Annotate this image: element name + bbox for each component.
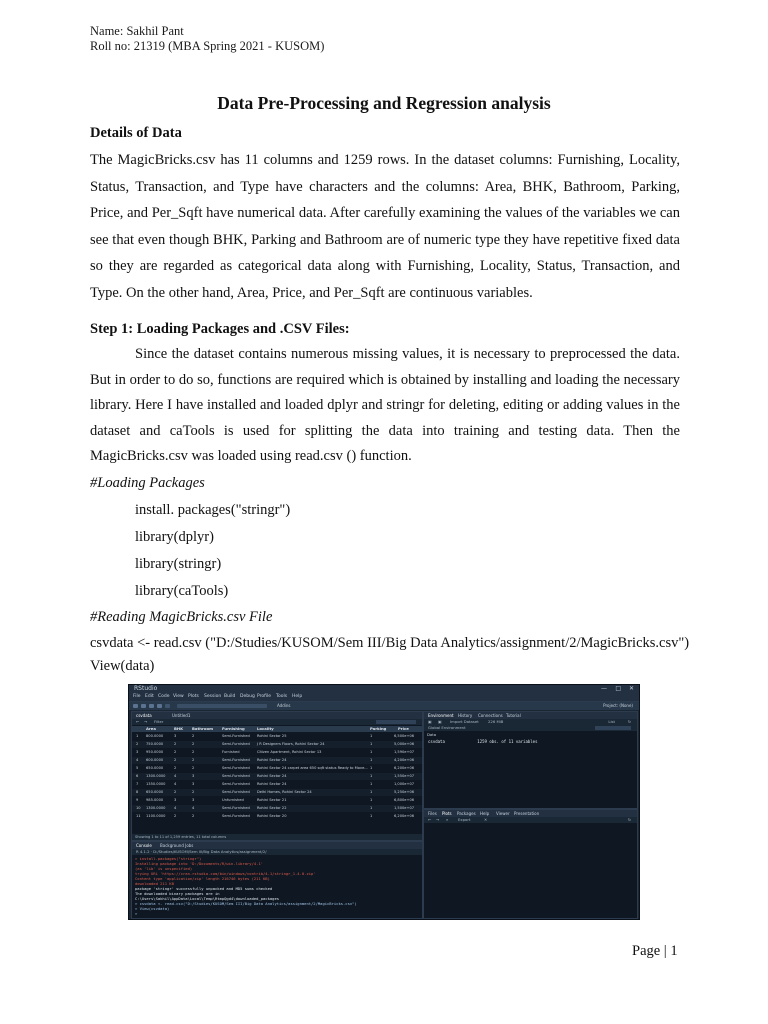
table-row[interactable] bbox=[132, 773, 422, 780]
author-name: Name: Sakhil Pant bbox=[90, 24, 184, 38]
console-line: downloaded 211 KB bbox=[135, 881, 174, 886]
menu-edit[interactable]: Edit bbox=[145, 694, 154, 699]
code-line-read-csv: csvdata <- read.csv ("D:/Studies/KUSOM/Sem III/Big Data Analytics/assignment/2/MagicBricks.csv") bbox=[90, 635, 690, 651]
env-object-name[interactable]: csvdata bbox=[428, 739, 445, 744]
list-view-select[interactable]: List bbox=[608, 719, 615, 724]
roll-number: Roll no: 21319 (MBA Spring 2021 - KUSOM) bbox=[90, 39, 325, 53]
table-cell: Rohini Sector 24 bbox=[257, 758, 287, 762]
open-project-icon[interactable] bbox=[141, 704, 146, 708]
table-cell: Rohini Sector 24 bbox=[257, 774, 287, 778]
table-cell: 1 bbox=[370, 766, 373, 770]
table-cell: Citizen Apartment, Rohini Sector 13 bbox=[257, 750, 322, 754]
table-cell: 1300.0000 bbox=[146, 774, 166, 778]
details-text: The MagicBricks.csv has 11 columns and 1259 rows. In the dataset columns: Furnishing, Locality, Status, Transaction, and Type have characters and the columns: Area, BHK, Bathroom, Parking, Price, and Per_Sqft have numerical data. After carefully examining the values of the variables we can see that even though BHK, Parking and Bathroom are of numeric type they have repetitive fixed data so they are regarded as categorical data along with Furnishing, Locality, Status, Transaction, and Type. On the other hand, Area, Price, and Per_Sqft are continuous variables. bbox=[90, 152, 680, 301]
menu-help[interactable]: Help bbox=[292, 694, 303, 699]
tab-packages[interactable]: Packages bbox=[457, 811, 476, 816]
code-line-catools: library(caTools) bbox=[135, 583, 229, 599]
step1-text: Since the dataset contains numerous missing values, it is necessary to preprocessed the data. But in order to do so, functions are required which is obtained by installing and loading the necessary library. Here I have installed and loaded dplyr and stringr for deleting, editing or adding values in the dataset and caTools is used for splitting the data into training and testing data. Then the MagicBricks.csv was loaded using read.csv () function. bbox=[90, 346, 680, 465]
menu-debug[interactable]: Debug bbox=[240, 694, 255, 699]
table-cell: 750.0000 bbox=[146, 742, 164, 746]
table-cell: 1 bbox=[370, 782, 373, 786]
environment-scope-bar bbox=[424, 725, 637, 731]
console-line: > install.packages("stringr") bbox=[135, 856, 202, 861]
table-cell: 2 bbox=[192, 742, 195, 746]
new-file-icon[interactable] bbox=[133, 704, 138, 708]
table-cell: 800.0000 bbox=[146, 734, 164, 738]
table-cell: Semi-Furnished bbox=[222, 790, 250, 794]
viewer-search-input[interactable] bbox=[376, 720, 416, 724]
console-line: > bbox=[135, 911, 138, 916]
rstudio-titlebar bbox=[129, 685, 639, 693]
console-pane bbox=[131, 841, 423, 919]
document-title: Data Pre-Processing and Regression analysis bbox=[217, 93, 551, 113]
table-cell: 1 bbox=[370, 758, 373, 762]
save-icon[interactable] bbox=[149, 704, 154, 708]
code-line-stringr: library(stringr) bbox=[135, 556, 222, 572]
console-line: C:\Users\Sakhil\AppData\Local\Temp\RtmpQgd4\downloaded_packages bbox=[135, 896, 280, 901]
forward-icon[interactable]: → bbox=[144, 719, 148, 724]
row-number: 11 bbox=[136, 814, 141, 818]
table-cell: 2 bbox=[174, 766, 177, 770]
table-cell: Semi-Furnished bbox=[222, 806, 250, 810]
details-heading: Details of Data bbox=[90, 125, 182, 141]
tab-presentation[interactable]: Presentation bbox=[514, 811, 540, 816]
table-cell: 4,200e+06 bbox=[394, 758, 415, 762]
table-cell: Semi-Furnished bbox=[222, 758, 250, 762]
tab-tutorial[interactable]: Tutorial bbox=[506, 713, 521, 718]
menu-build[interactable]: Build bbox=[224, 694, 236, 699]
memory-usage: 226 MiB bbox=[488, 719, 504, 724]
table-cell: Furnished bbox=[222, 750, 240, 754]
details-paragraph bbox=[90, 147, 680, 307]
menu-profile[interactable]: Profile bbox=[257, 694, 271, 699]
menu-plots[interactable]: Plots bbox=[188, 694, 199, 699]
table-cell: 3 bbox=[192, 774, 195, 778]
minimize-icon[interactable]: — bbox=[601, 685, 607, 692]
col-price[interactable]: Price bbox=[398, 726, 409, 731]
col-bathroom[interactable]: Bathroom bbox=[192, 726, 214, 731]
table-cell: Rohini Sector 22 bbox=[257, 806, 287, 810]
tab-csvdata[interactable]: csvdata bbox=[136, 713, 152, 718]
menu-tools[interactable]: Tools bbox=[276, 694, 288, 699]
data-viewer-pane bbox=[131, 711, 423, 841]
table-cell: 950.0000 bbox=[146, 750, 164, 754]
row-number: 1 bbox=[136, 734, 139, 738]
table-cell: 3 bbox=[192, 782, 195, 786]
table-cell: 2 bbox=[192, 790, 195, 794]
table-cell: 1 bbox=[370, 742, 373, 746]
rstudio-menubar bbox=[129, 693, 639, 702]
rstudio-screenshot bbox=[128, 684, 640, 920]
global-environment-select[interactable]: Global Environment bbox=[428, 725, 466, 730]
table-cell: 3 bbox=[192, 798, 195, 802]
table-row[interactable] bbox=[132, 805, 422, 812]
tab-background-jobs[interactable]: Background Jobs bbox=[160, 843, 194, 848]
tab-environment[interactable]: Environment bbox=[428, 713, 454, 718]
table-cell: 2 bbox=[192, 734, 195, 738]
table-cell: Unfurnished bbox=[222, 798, 244, 802]
zoom-icon[interactable]: ⌕ bbox=[446, 817, 449, 822]
table-cell: 1 bbox=[370, 798, 373, 802]
console-path-bar bbox=[132, 849, 422, 855]
row-number: 8 bbox=[136, 790, 139, 794]
table-cell: 650.0000 bbox=[146, 766, 164, 770]
files-tabs bbox=[424, 810, 637, 817]
table-cell: 2 bbox=[192, 758, 195, 762]
step1-paragraph bbox=[90, 342, 680, 470]
col-area[interactable]: Area bbox=[146, 726, 156, 731]
tab-console[interactable]: Console bbox=[136, 843, 152, 848]
table-cell: 2 bbox=[174, 814, 177, 818]
console-line: The downloaded binary packages are in bbox=[135, 891, 220, 896]
viewer-tabs bbox=[132, 712, 422, 719]
table-cell: 1 bbox=[370, 814, 373, 818]
code-line-dplyr: library(dplyr) bbox=[135, 529, 214, 545]
table-cell: 6,800e+06 bbox=[394, 798, 415, 802]
menu-code[interactable]: Code bbox=[158, 694, 170, 699]
col-furnishing[interactable]: Furnishing bbox=[222, 726, 245, 731]
table-cell: 6,500e+06 bbox=[394, 734, 415, 738]
maximize-icon[interactable]: □ bbox=[615, 685, 621, 692]
viewer-status: Showing 1 to 11 of 1,259 entries, 11 total columns bbox=[132, 834, 422, 840]
import-dataset-button[interactable]: Import Dataset bbox=[450, 719, 479, 724]
table-cell: 4 bbox=[174, 806, 177, 810]
menu-file[interactable]: File bbox=[133, 694, 141, 699]
page-number: Page | 1 bbox=[632, 943, 678, 959]
col-locality[interactable]: Locality bbox=[257, 726, 274, 731]
tab-untitled1[interactable]: Untitled1 bbox=[172, 713, 191, 718]
table-cell: 1,590e+07 bbox=[394, 750, 415, 754]
table-cell: 4 bbox=[174, 774, 177, 778]
table-row[interactable] bbox=[132, 741, 422, 748]
save-workspace-icon[interactable]: ▣ bbox=[438, 719, 442, 724]
tab-plots[interactable]: Plots bbox=[442, 811, 452, 816]
table-row[interactable] bbox=[132, 765, 422, 772]
table-cell: 2 bbox=[174, 758, 177, 762]
table-row[interactable] bbox=[132, 733, 422, 740]
table-cell: Semi-Furnished bbox=[222, 774, 250, 778]
environment-search-input[interactable] bbox=[595, 726, 631, 730]
table-cell: 1300.0000 bbox=[146, 806, 166, 810]
console-output[interactable] bbox=[135, 856, 419, 916]
table-cell: 1 bbox=[370, 774, 373, 778]
table-cell: 2 bbox=[192, 766, 195, 770]
table-cell: 650.0000 bbox=[146, 790, 164, 794]
row-number: 3 bbox=[136, 750, 139, 754]
viewer-column-headers bbox=[132, 726, 422, 732]
code-line-view: View(data) bbox=[90, 658, 155, 674]
rstudio-toolbar bbox=[129, 702, 639, 710]
console-tabs bbox=[132, 842, 422, 849]
tab-files[interactable]: Files bbox=[428, 811, 437, 816]
refresh-plot-icon[interactable]: ↻ bbox=[627, 817, 631, 822]
env-object-row[interactable] bbox=[428, 739, 538, 744]
filter-button[interactable]: Filter bbox=[154, 719, 164, 724]
close-icon[interactable]: ✕ bbox=[628, 685, 634, 692]
export-button[interactable]: Export bbox=[458, 817, 471, 822]
console-line: > csvdata <- read.csv("D:/Studies/KUSOM/Sem III/Big Data Analytics/assignment/2/MagicBricks.csv") bbox=[135, 901, 357, 906]
table-cell: 1 bbox=[370, 806, 373, 810]
table-cell: 3 bbox=[174, 798, 177, 802]
table-cell: 5,000e+06 bbox=[394, 742, 415, 746]
table-row[interactable] bbox=[132, 781, 422, 788]
data-section-label: Data bbox=[427, 732, 437, 737]
code-line-install: install. packages("stringr") bbox=[135, 502, 291, 518]
comment-loading-packages: #Loading Packages bbox=[90, 475, 205, 491]
tab-history[interactable]: History bbox=[458, 713, 473, 718]
table-cell: 2 bbox=[192, 814, 195, 818]
project-menu[interactable]: Project: (None) bbox=[603, 703, 633, 708]
console-line: Installing package into 'D:/Documents/R/win-library/4.1' bbox=[135, 861, 264, 866]
menu-session[interactable]: Session bbox=[204, 694, 222, 699]
table-cell: Rohini Sector 24 carpet area 650 sqft status Ready to Move... bbox=[257, 766, 368, 770]
table-row[interactable] bbox=[132, 757, 422, 764]
back-icon[interactable]: ← bbox=[136, 719, 140, 724]
table-cell: Semi-Furnished bbox=[222, 782, 250, 786]
rstudio-window-title: RStudio bbox=[134, 685, 158, 692]
table-row[interactable] bbox=[132, 789, 422, 796]
table-cell: Semi-Furnished bbox=[222, 766, 250, 770]
table-cell: 1 bbox=[370, 734, 373, 738]
plots-toolbar bbox=[424, 817, 637, 823]
viewer-toolbar bbox=[132, 719, 422, 725]
menu-view[interactable]: View bbox=[173, 694, 184, 699]
environment-pane bbox=[423, 711, 638, 809]
table-cell: 1 bbox=[370, 790, 373, 794]
row-number: 2 bbox=[136, 742, 139, 746]
console-path: R 4.1.2 · D:/Studies/KUSOM/Sem III/Big Data Analytics/assignment/2/ bbox=[136, 849, 267, 854]
row-number: 9 bbox=[136, 798, 139, 802]
tab-connections[interactable]: Connections bbox=[478, 713, 503, 718]
next-plot-icon[interactable]: → bbox=[436, 817, 440, 822]
col-parking[interactable]: Parking bbox=[370, 726, 387, 731]
table-cell: 5,250e+06 bbox=[394, 790, 415, 794]
environment-tabs bbox=[424, 712, 637, 719]
table-cell: 3 bbox=[174, 734, 177, 738]
table-cell: 600.0000 bbox=[146, 758, 164, 762]
table-cell: Semi-Furnished bbox=[222, 734, 250, 738]
step1-heading: Step 1: Loading Packages and .CSV Files: bbox=[90, 321, 350, 337]
table-cell: 2 bbox=[192, 750, 195, 754]
row-number: 6 bbox=[136, 774, 139, 778]
goto-file-field[interactable] bbox=[177, 704, 267, 708]
table-cell: Rohini Sector 24 bbox=[257, 782, 287, 786]
table-cell: 6,200e+06 bbox=[394, 766, 415, 770]
console-line: trying URL 'https://cran.rstudio.com/bin/windows/contrib/4.1/stringr_1.4.0.zip' bbox=[135, 871, 316, 876]
table-cell: 1,550e+07 bbox=[394, 774, 415, 778]
console-line: package 'stringr' successfully unpacked and MD5 sums checked bbox=[135, 886, 273, 891]
table-cell: Rohini Sector 20 bbox=[257, 814, 287, 818]
table-row[interactable] bbox=[132, 797, 422, 804]
table-cell: 2 bbox=[174, 742, 177, 746]
row-number: 4 bbox=[136, 758, 139, 762]
table-cell: 4 bbox=[174, 782, 177, 786]
table-cell: 1,500e+07 bbox=[394, 806, 415, 810]
table-cell: 1100.0000 bbox=[146, 814, 166, 818]
table-cell: 6,200e+06 bbox=[394, 814, 415, 818]
console-line: Content type 'application/zip' length 216746 bytes (211 KB) bbox=[135, 876, 270, 881]
row-number: 10 bbox=[136, 806, 141, 810]
files-pane bbox=[423, 809, 638, 919]
remove-plot-icon[interactable]: ✕ bbox=[484, 817, 488, 822]
refresh-icon[interactable]: ↻ bbox=[627, 719, 631, 724]
col-bhk[interactable]: BHK bbox=[174, 726, 184, 731]
table-cell: Delhi Homes, Rohini Sector 24 bbox=[257, 790, 312, 794]
addins-menu[interactable]: Addins bbox=[277, 703, 291, 708]
table-row[interactable] bbox=[132, 813, 422, 820]
row-number: 7 bbox=[136, 782, 139, 786]
table-cell: 2 bbox=[174, 750, 177, 754]
table-cell: Semi-Furnished bbox=[222, 742, 250, 746]
table-cell: 4 bbox=[192, 806, 195, 810]
table-cell: J R Designers Floors, Rohini Sector 24 bbox=[257, 742, 325, 746]
prev-plot-icon[interactable]: ← bbox=[428, 817, 432, 822]
table-cell: 1,000e+07 bbox=[394, 782, 415, 786]
env-object-desc: 1259 obs. of 11 variables bbox=[477, 739, 538, 744]
table-cell: 2 bbox=[174, 790, 177, 794]
table-cell: 1 bbox=[370, 750, 373, 754]
table-row[interactable] bbox=[132, 749, 422, 756]
table-cell: Rohini Sector 21 bbox=[257, 798, 287, 802]
print-icon[interactable] bbox=[165, 704, 170, 708]
tab-help[interactable]: Help bbox=[480, 811, 490, 816]
row-number: 5 bbox=[136, 766, 139, 770]
table-cell: 985.0000 bbox=[146, 798, 164, 802]
load-workspace-icon[interactable]: ▣ bbox=[428, 719, 432, 724]
comment-reading-file: #Reading MagicBricks.csv File bbox=[90, 609, 273, 625]
console-line: > View(csvdata) bbox=[135, 906, 170, 911]
table-cell: 1350.0000 bbox=[146, 782, 166, 786]
console-line: (as 'lib' is unspecified) bbox=[135, 866, 193, 871]
table-cell: Rohini Sector 25 bbox=[257, 734, 287, 738]
tab-viewer[interactable]: Viewer bbox=[496, 811, 510, 816]
table-cell: Semi-Furnished bbox=[222, 814, 250, 818]
save-all-icon[interactable] bbox=[157, 704, 162, 708]
